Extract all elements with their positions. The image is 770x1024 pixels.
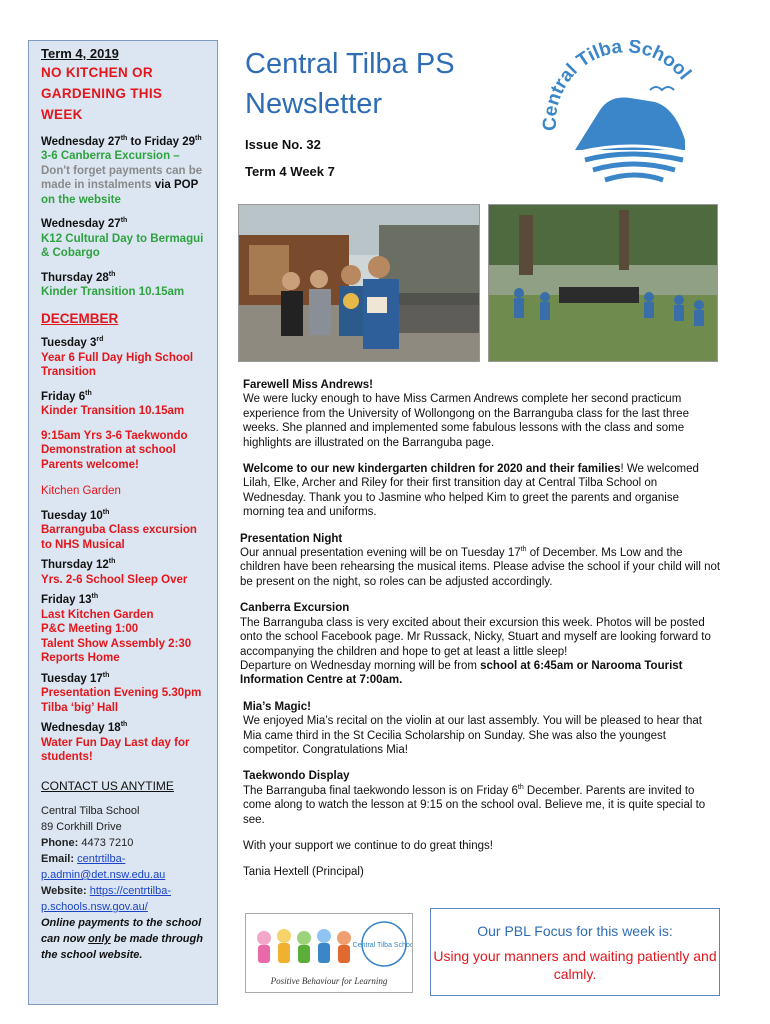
event-sleepover: Thursday 12th Yrs. 2-6 School Sleep Over [41, 558, 188, 586]
school-name: Central Tilba School [41, 805, 140, 817]
kitchen-garden-label: Kitchen Garden [41, 485, 121, 497]
events-sidebar [28, 40, 218, 1005]
december-heading: DECEMBER [41, 310, 119, 326]
support-line: With your support we continue to do great things! [243, 839, 493, 852]
bird-icon [650, 87, 674, 90]
article-taekwondo [243, 769, 721, 827]
articles [240, 378, 721, 892]
newsletter-title: Central Tilba PS [245, 48, 455, 80]
email-link[interactable]: centrtilba-p.admin@det.nsw.edu.au [41, 853, 166, 881]
contact-heading: CONTACT US ANYTIME [41, 778, 174, 793]
event-water-fun: Wednesday 18th Water Fun Day Last day for students! [41, 721, 190, 763]
article-body: Our annual presentation evening will be on Tuesday 17th of December. Ms Low and the children have been rehearsing the musical items. Please advise the school if your child will not be present on the night, so roles can be adjusted accordingly. [240, 546, 721, 588]
article-body: Welcome to our new kindergarten children for 2020 and their families! We welcomed Lilah, Elke, Archer and Riley for their first transition day at Central Tilba School on Wednesday. Thank you to Jasmine who helped Kim to greet the parents and organise morning tea and uniforms. [243, 463, 699, 519]
school-logo [535, 40, 715, 195]
pbl-focus-message: Using your manners and waiting patiently and calmly. [433, 948, 717, 982]
article-title: Presentation Night [240, 532, 343, 545]
event-musical: Tuesday 10th Barranguba Class excursion to NHS Musical [41, 508, 197, 551]
article-farewell [243, 378, 721, 450]
newsletter-title-line2: Newsletter [245, 88, 382, 120]
event-canberra [41, 135, 205, 208]
event-title: 3-6 Canberra Excursion – [41, 150, 180, 162]
website-link[interactable]: https://centrtilba-p.schools.nsw.gov.au/ [41, 885, 172, 913]
contact-details [41, 803, 205, 963]
online-payments-note: Online payments to the school can now only be made through the school website. [41, 917, 203, 961]
pbl-logo-image [245, 913, 413, 993]
school-email: Email: centrtilba-p.admin@det.nsw.edu.au [41, 853, 166, 881]
term-heading: Term 4, 2019 [41, 46, 119, 61]
children-icon [257, 929, 351, 963]
article-title: Taekwondo Display [243, 770, 350, 783]
farewell-photo [238, 204, 480, 362]
article-presentation [240, 532, 721, 590]
pbl-focus-box [430, 908, 720, 996]
mountain-icon [575, 98, 685, 151]
article-body: We enjoyed Mia’s recital on the violin at our last assembly. You will be pleased to hear that Mia came third in the St Cecilia Scholarship on Sunday. She was also the youngest competitor. Congratulations Mia! [243, 715, 702, 756]
no-kitchen-warning: NO KITCHEN OR GARDENING THIS WEEK [41, 64, 163, 122]
pbl-focus-heading: Our PBL Focus for this week is: [477, 923, 673, 939]
article-body: We were lucky enough to have Miss Carmen Andrews complete her second practicum experience from the University of Wollongong on the Barranguba class for the last three weeks. She planned and implemented some fabulous lessons with the class and some highlights are illustrated on the Barranguba page. [243, 393, 689, 449]
article-title: Canberra Excursion [240, 602, 350, 615]
logo-text: Central Tilba School [539, 40, 695, 131]
event-note: Don't forget payments can be made in instalments via POP on the website [41, 164, 203, 206]
school-phone: Phone: 4473 7210 [41, 837, 134, 849]
event-friday-13: Friday 13th Last Kitchen Garden P&C Meeting 1:00 Talent Show Assembly 2:30 Reports Home [41, 593, 192, 664]
event-date: Wednesday 27th to Friday 29th [41, 134, 202, 148]
article-body: The Barranguba final taekwondo lesson is on Friday 6th December. Parents are invited to come along to watch the lesson at 9:15 on the school oval. Believe me, it is quite special to see. [243, 783, 706, 826]
school-address: 89 Corkhill Drive [41, 821, 122, 833]
svg-text:Central Tilba School: Central Tilba School [352, 942, 412, 949]
pbl-caption: Positive Behaviour for Learning [270, 976, 388, 986]
term-week: Term 4 Week 7 [245, 164, 335, 179]
event-presentation: Tuesday 17th Presentation Evening 5.30pm Tilba ‘big’ Hall [41, 671, 202, 714]
article-mia [243, 700, 721, 758]
school-website: Website: https://centrtilba-p.schools.nsw.gov.au/ [41, 885, 172, 913]
article-title: Mia’s Magic! [243, 700, 311, 713]
event-k12: Wednesday 27th K12 Cultural Day to Bermagui & Cobargo [41, 217, 204, 259]
principal-signature: Tania Hextell (Principal) [243, 866, 364, 879]
event-friday-6: Friday 6th Kinder Transition 10.15am 9:15am Yrs 3-6 Taekwondo Demonstration at school Parents welcome! [41, 389, 188, 471]
article-body: The Barranguba class is very excited about their excursion this week. Photos will be posted onto the school Facebook page. Mr Russack, Nicky, Stuart and myself are looking forward to accompanying the children and hope to get at least a little sleep! [240, 616, 711, 658]
article-welcome [243, 462, 721, 520]
issue-number: Issue No. 32 [245, 137, 321, 152]
event-kinder-28: Thursday 28th Kinder Transition 10.15am [41, 270, 185, 298]
article-canberra [240, 601, 721, 687]
article-departure: Departure on Wednesday morning will be from school at 6:45am or Narooma Tourist Information Centre at 7:00am. [240, 659, 683, 687]
article-title: Farewell Miss Andrews! [243, 379, 373, 391]
event-year6: Tuesday 3rd Year 6 Full Day High School Transition [41, 336, 194, 378]
excursion-photo [488, 204, 718, 362]
